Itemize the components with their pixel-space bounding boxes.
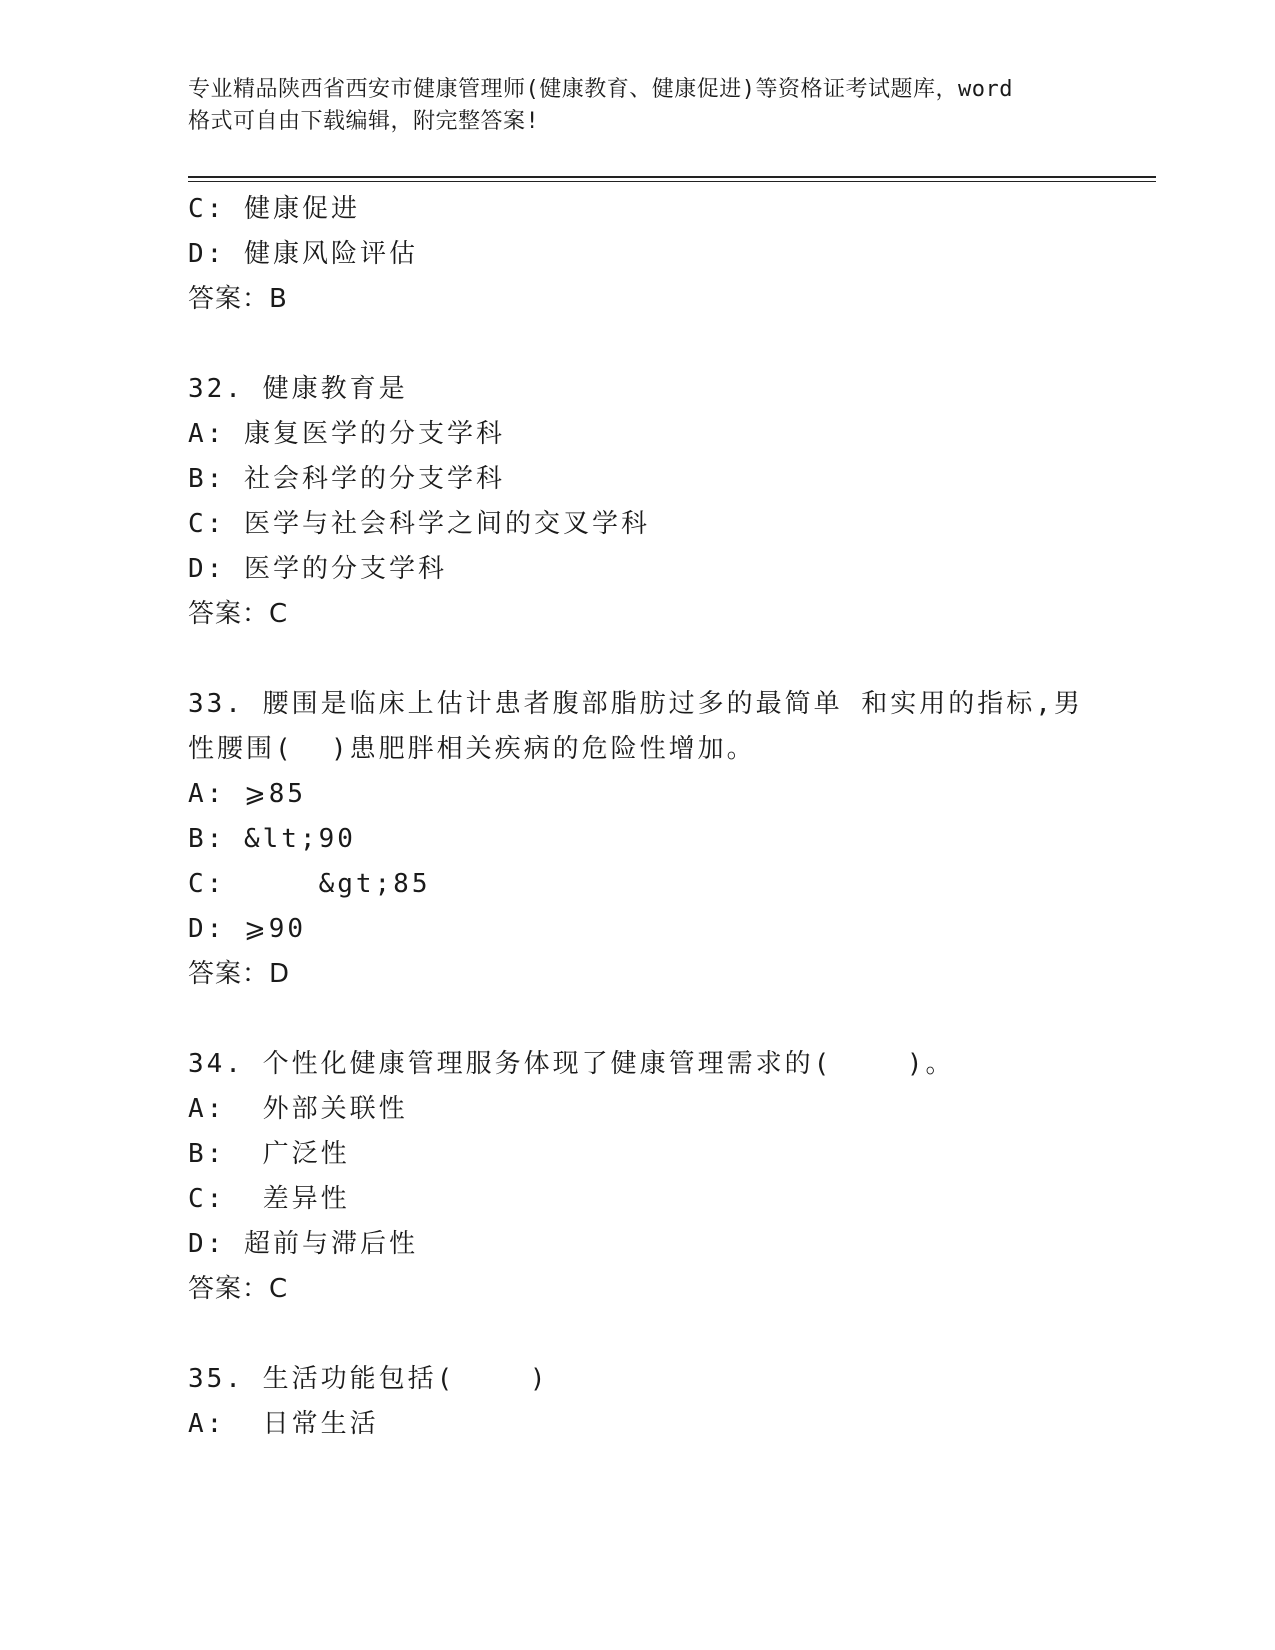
option-c: C: 健康促进 [188,194,360,224]
question-32: 32. 健康教育是 [188,374,408,404]
answer-label: 答案：D [188,959,291,989]
option-c: C: &gt;85 [188,869,431,899]
question-34: 34. 个性化健康管理服务体现了健康管理需求的( )。 [188,1049,955,1079]
option-c: C: 差异性 [188,1184,350,1214]
option-a: A: 外部关联性 [188,1094,408,1124]
option-d: D: 医学的分支学科 [188,554,447,584]
header-line-1: 专业精品陕西省西安市健康管理师(健康教育、健康促进)等资格证考试题库，word [188,77,1013,102]
option-d: D: 健康风险评估 [188,239,418,269]
question-33: 33. 腰围是临床上估计患者腹部脂肪过多的最简单 和实用的指标,男 [188,689,1083,719]
answer-label: 答案：C [188,599,289,629]
option-a: A: 康复医学的分支学科 [188,419,505,449]
option-a: A: 日常生活 [188,1409,379,1439]
question-35: 35. 生活功能包括( ) [188,1364,549,1394]
header-divider-thin [188,181,1156,182]
option-b: B: 广泛性 [188,1139,350,1169]
question-33-cont: 性腰围( )患肥胖相关疾病的危险性增加。 [188,734,756,764]
option-d: D: ⩾90 [188,914,307,944]
option-c: C: 医学与社会科学之间的交叉学科 [188,509,650,539]
option-d: D: 超前与滞后性 [188,1229,418,1259]
option-b: B: &lt;90 [188,824,356,854]
option-a: A: ⩾85 [188,779,307,809]
header-divider-thick [188,176,1156,178]
document-header [188,74,1088,138]
answer-label: 答案：B [188,284,288,314]
option-b: B: 社会科学的分支学科 [188,464,505,494]
header-line-2: 格式可自由下载编辑，附完整答案! [188,109,540,134]
answer-label: 答案：C [188,1274,289,1304]
